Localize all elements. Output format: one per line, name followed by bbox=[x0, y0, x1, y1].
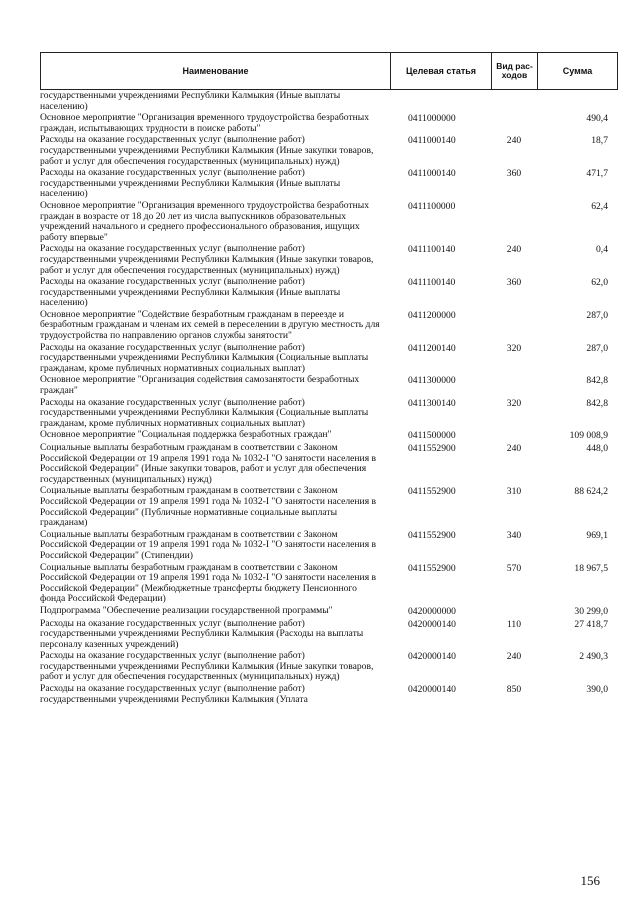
row-sum: 62,4 bbox=[591, 200, 608, 212]
row-sum: 969,1 bbox=[586, 529, 608, 541]
row-name: Расходы на оказание государственных услуг (выполнение работ) государственными учреждениями Республики Калмыкия (Уплата bbox=[40, 683, 308, 705]
table-row bbox=[40, 343, 618, 375]
table-row bbox=[40, 310, 618, 342]
row-code: 0411552900 bbox=[408, 529, 456, 541]
table-row bbox=[40, 244, 618, 276]
row-code: 0411100140 bbox=[408, 277, 456, 289]
table-row bbox=[40, 135, 618, 167]
table-row bbox=[40, 651, 618, 683]
table-row bbox=[40, 277, 618, 309]
table-row bbox=[40, 375, 618, 396]
row-vid bbox=[491, 113, 537, 134]
table-row bbox=[40, 606, 618, 618]
row-code: 0420000140 bbox=[408, 618, 456, 630]
row-name: Социальные выплаты безработным гражданам в соответствии с Законом Российской Федерации от 19 апреля 1991 года № 1032-I "О занятости населения в Российской Федерации" (Иные закупки товаров, работ и услуг для обеспечения государственных (муниципальных) нужд) bbox=[40, 442, 377, 485]
page-number: 156 bbox=[580, 873, 600, 888]
row-sum: 30 299,0 bbox=[574, 605, 608, 617]
row-sum: 109 008,9 bbox=[569, 430, 608, 442]
table-row bbox=[40, 201, 618, 243]
row-vid: 320 bbox=[506, 342, 522, 354]
row-vid: 240 bbox=[506, 651, 522, 663]
table-row bbox=[40, 430, 618, 442]
row-code: 0411552900 bbox=[408, 562, 456, 574]
row-sum: 88 624,2 bbox=[574, 486, 608, 498]
row-name: Расходы на оказание государственных услуг (выполнение работ) государственными учреждениями Республики Калмыкия (Социальные выплаты гражданам, кроме публичных нормативных социальных выплат) bbox=[40, 341, 369, 374]
table-row bbox=[40, 619, 618, 651]
row-vid bbox=[491, 430, 537, 442]
row-code: 0411300000 bbox=[408, 375, 456, 387]
row-name: Расходы на оказание государственных услуг (выполнение работ) государственными учреждениями Республики Калмыкия (Иные закупки товаров, работ и услуг для обеспечения государственных (муниципальных) нужд) bbox=[40, 243, 374, 276]
row-vid bbox=[491, 91, 537, 112]
row-name: Основное мероприятие "Организация временного трудоустройства безработных граждан в возрасте от 18 до 20 лет из числа выпускников образовательных учреждений начального и среднего профессионального образования, ищущих работу впервые" bbox=[40, 199, 370, 243]
row-code: 0420000140 bbox=[408, 684, 456, 696]
row-vid: 310 bbox=[506, 486, 522, 498]
table-row bbox=[40, 684, 618, 705]
row-vid: 110 bbox=[506, 618, 522, 630]
row-sum: 490,4 bbox=[586, 113, 608, 125]
row-sum: 471,7 bbox=[586, 168, 608, 180]
row-code: 0411000140 bbox=[408, 168, 456, 180]
row-sum: 62,0 bbox=[591, 277, 608, 289]
row-name: Основное мероприятие "Организация содействия самозанятости безработных граждан" bbox=[40, 374, 360, 397]
row-name: Расходы на оказание государственных услуг (выполнение работ) государственными учреждениями Республики Калмыкия (Иные выплаты населению) bbox=[40, 167, 341, 200]
table-row bbox=[40, 398, 618, 430]
header-sum: Сумма bbox=[562, 66, 593, 76]
table-row bbox=[40, 443, 618, 485]
table-row bbox=[40, 530, 618, 562]
row-name: Социальные выплаты безработным гражданам в соответствии с Законом Российской Федерации от 19 апреля 1991 года № 1032-I "О занятости населения в Российской Федерации" (Стипендии) bbox=[40, 528, 377, 561]
row-sum: 390,0 bbox=[586, 684, 608, 696]
row-vid: 360 bbox=[506, 168, 522, 180]
table-row bbox=[40, 486, 618, 528]
row-name: государственными учреждениями Республики Калмыкия (Иные выплаты населению) bbox=[40, 90, 341, 112]
row-code: 0411100140 bbox=[408, 244, 456, 256]
row-sum: 18 967,5 bbox=[574, 562, 608, 574]
row-sum: 287,0 bbox=[586, 342, 608, 354]
row-vid bbox=[491, 606, 537, 618]
row-sum: 448,0 bbox=[586, 443, 608, 454]
row-name: Расходы на оказание государственных услуг (выполнение работ) государственными учреждениями Республики Калмыкия (Иные закупки товаров, работ и услуг для обеспечения государственных (муниципальных) нужд) bbox=[40, 650, 374, 683]
row-sum: 287,0 bbox=[586, 309, 608, 321]
table-header bbox=[40, 52, 618, 90]
table-row bbox=[40, 563, 618, 605]
row-vid bbox=[491, 201, 537, 243]
header-code: Целевая статья bbox=[391, 53, 492, 89]
row-code: 0411100000 bbox=[408, 200, 456, 212]
row-sum bbox=[537, 91, 618, 112]
row-sum: 18,7 bbox=[591, 135, 608, 147]
row-vid: 850 bbox=[506, 684, 522, 696]
row-code: 0411552900 bbox=[408, 443, 456, 454]
row-code: 0411500000 bbox=[408, 430, 456, 442]
row-code: 0411552900 bbox=[408, 486, 456, 498]
table-row bbox=[40, 113, 618, 134]
row-vid: 240 bbox=[506, 244, 522, 256]
table-body bbox=[40, 90, 618, 705]
header-vid: Вид рас-ходов bbox=[492, 53, 538, 89]
row-name: Основное мероприятие "Социальная поддержка безработных граждан" bbox=[40, 429, 332, 441]
row-name: Основное мероприятие "Содействие безработным гражданам в переезде и безработным гражданам и членам их семей в переселении в другую местность для трудоустройства по направлению органов службы занятости" bbox=[40, 308, 380, 342]
row-code: 0411300140 bbox=[408, 397, 456, 409]
row-sum: 0,4 bbox=[596, 244, 608, 256]
row-vid: 360 bbox=[506, 277, 522, 289]
row-sum: 842,8 bbox=[586, 397, 608, 409]
row-vid: 340 bbox=[506, 529, 522, 541]
row-vid: 570 bbox=[506, 562, 522, 574]
row-name: Подпрограмма "Обеспечение реализации государственной программы" bbox=[40, 604, 333, 616]
row-vid bbox=[491, 310, 537, 342]
row-name: Расходы на оказание государственных услуг (выполнение работ) государственными учреждениями Республики Калмыкия (Социальные выплаты гражданам, кроме публичных нормативных социальных выплат) bbox=[40, 396, 369, 429]
row-code: 0411200000 bbox=[408, 309, 456, 321]
row-sum: 2 490,3 bbox=[579, 651, 608, 663]
table-row bbox=[40, 91, 618, 112]
row-vid: 240 bbox=[506, 135, 522, 147]
row-code: 0411000000 bbox=[408, 113, 456, 125]
header-name: Наименование bbox=[41, 53, 391, 89]
row-name: Основное мероприятие "Организация временного трудоустройства безработных граждан, испытывающих трудности в поиске работы" bbox=[40, 112, 370, 134]
row-sum: 842,8 bbox=[586, 375, 608, 387]
row-code: 0420000000 bbox=[408, 605, 456, 617]
row-vid bbox=[491, 375, 537, 396]
row-code: 0420000140 bbox=[408, 651, 456, 663]
row-vid: 320 bbox=[506, 397, 522, 409]
row-code: 0411200140 bbox=[408, 342, 456, 354]
row-name: Расходы на оказание государственных услуг (выполнение работ) государственными учреждениями Республики Калмыкия (Иные закупки товаров, работ и услуг для обеспечения государственных (муниципальных) нужд) bbox=[40, 134, 374, 167]
row-sum: 27 418,7 bbox=[574, 618, 608, 630]
row-name: Социальные выплаты безработным гражданам в соответствии с Законом Российской Федерации от 19 апреля 1991 года № 1032-I "О занятости населения в Российской Федерации" (Межбюджетные трансферты бюджету Пенсионного фонда Российской Федерации) bbox=[40, 561, 377, 605]
row-name: Расходы на оказание государственных услуг (выполнение работ) государственными учреждениями Республики Калмыкия (Иные выплаты населению) bbox=[40, 276, 341, 309]
row-name: Расходы на оказание государственных услуг (выполнение работ) государственными учреждениями Республики Калмыкия (Расходы на выплаты персоналу казенных учреждений) bbox=[40, 617, 364, 650]
table-row bbox=[40, 168, 618, 200]
row-code bbox=[390, 91, 491, 112]
row-vid: 240 bbox=[506, 443, 522, 454]
row-name: Социальные выплаты безработным гражданам в соответствии с Законом Российской Федерации от 19 апреля 1991 года № 1032-I "О занятости населения в Российской Федерации" (Публичные нормативные социальные выплаты гражданам) bbox=[40, 485, 377, 529]
row-code: 0411000140 bbox=[408, 135, 456, 147]
